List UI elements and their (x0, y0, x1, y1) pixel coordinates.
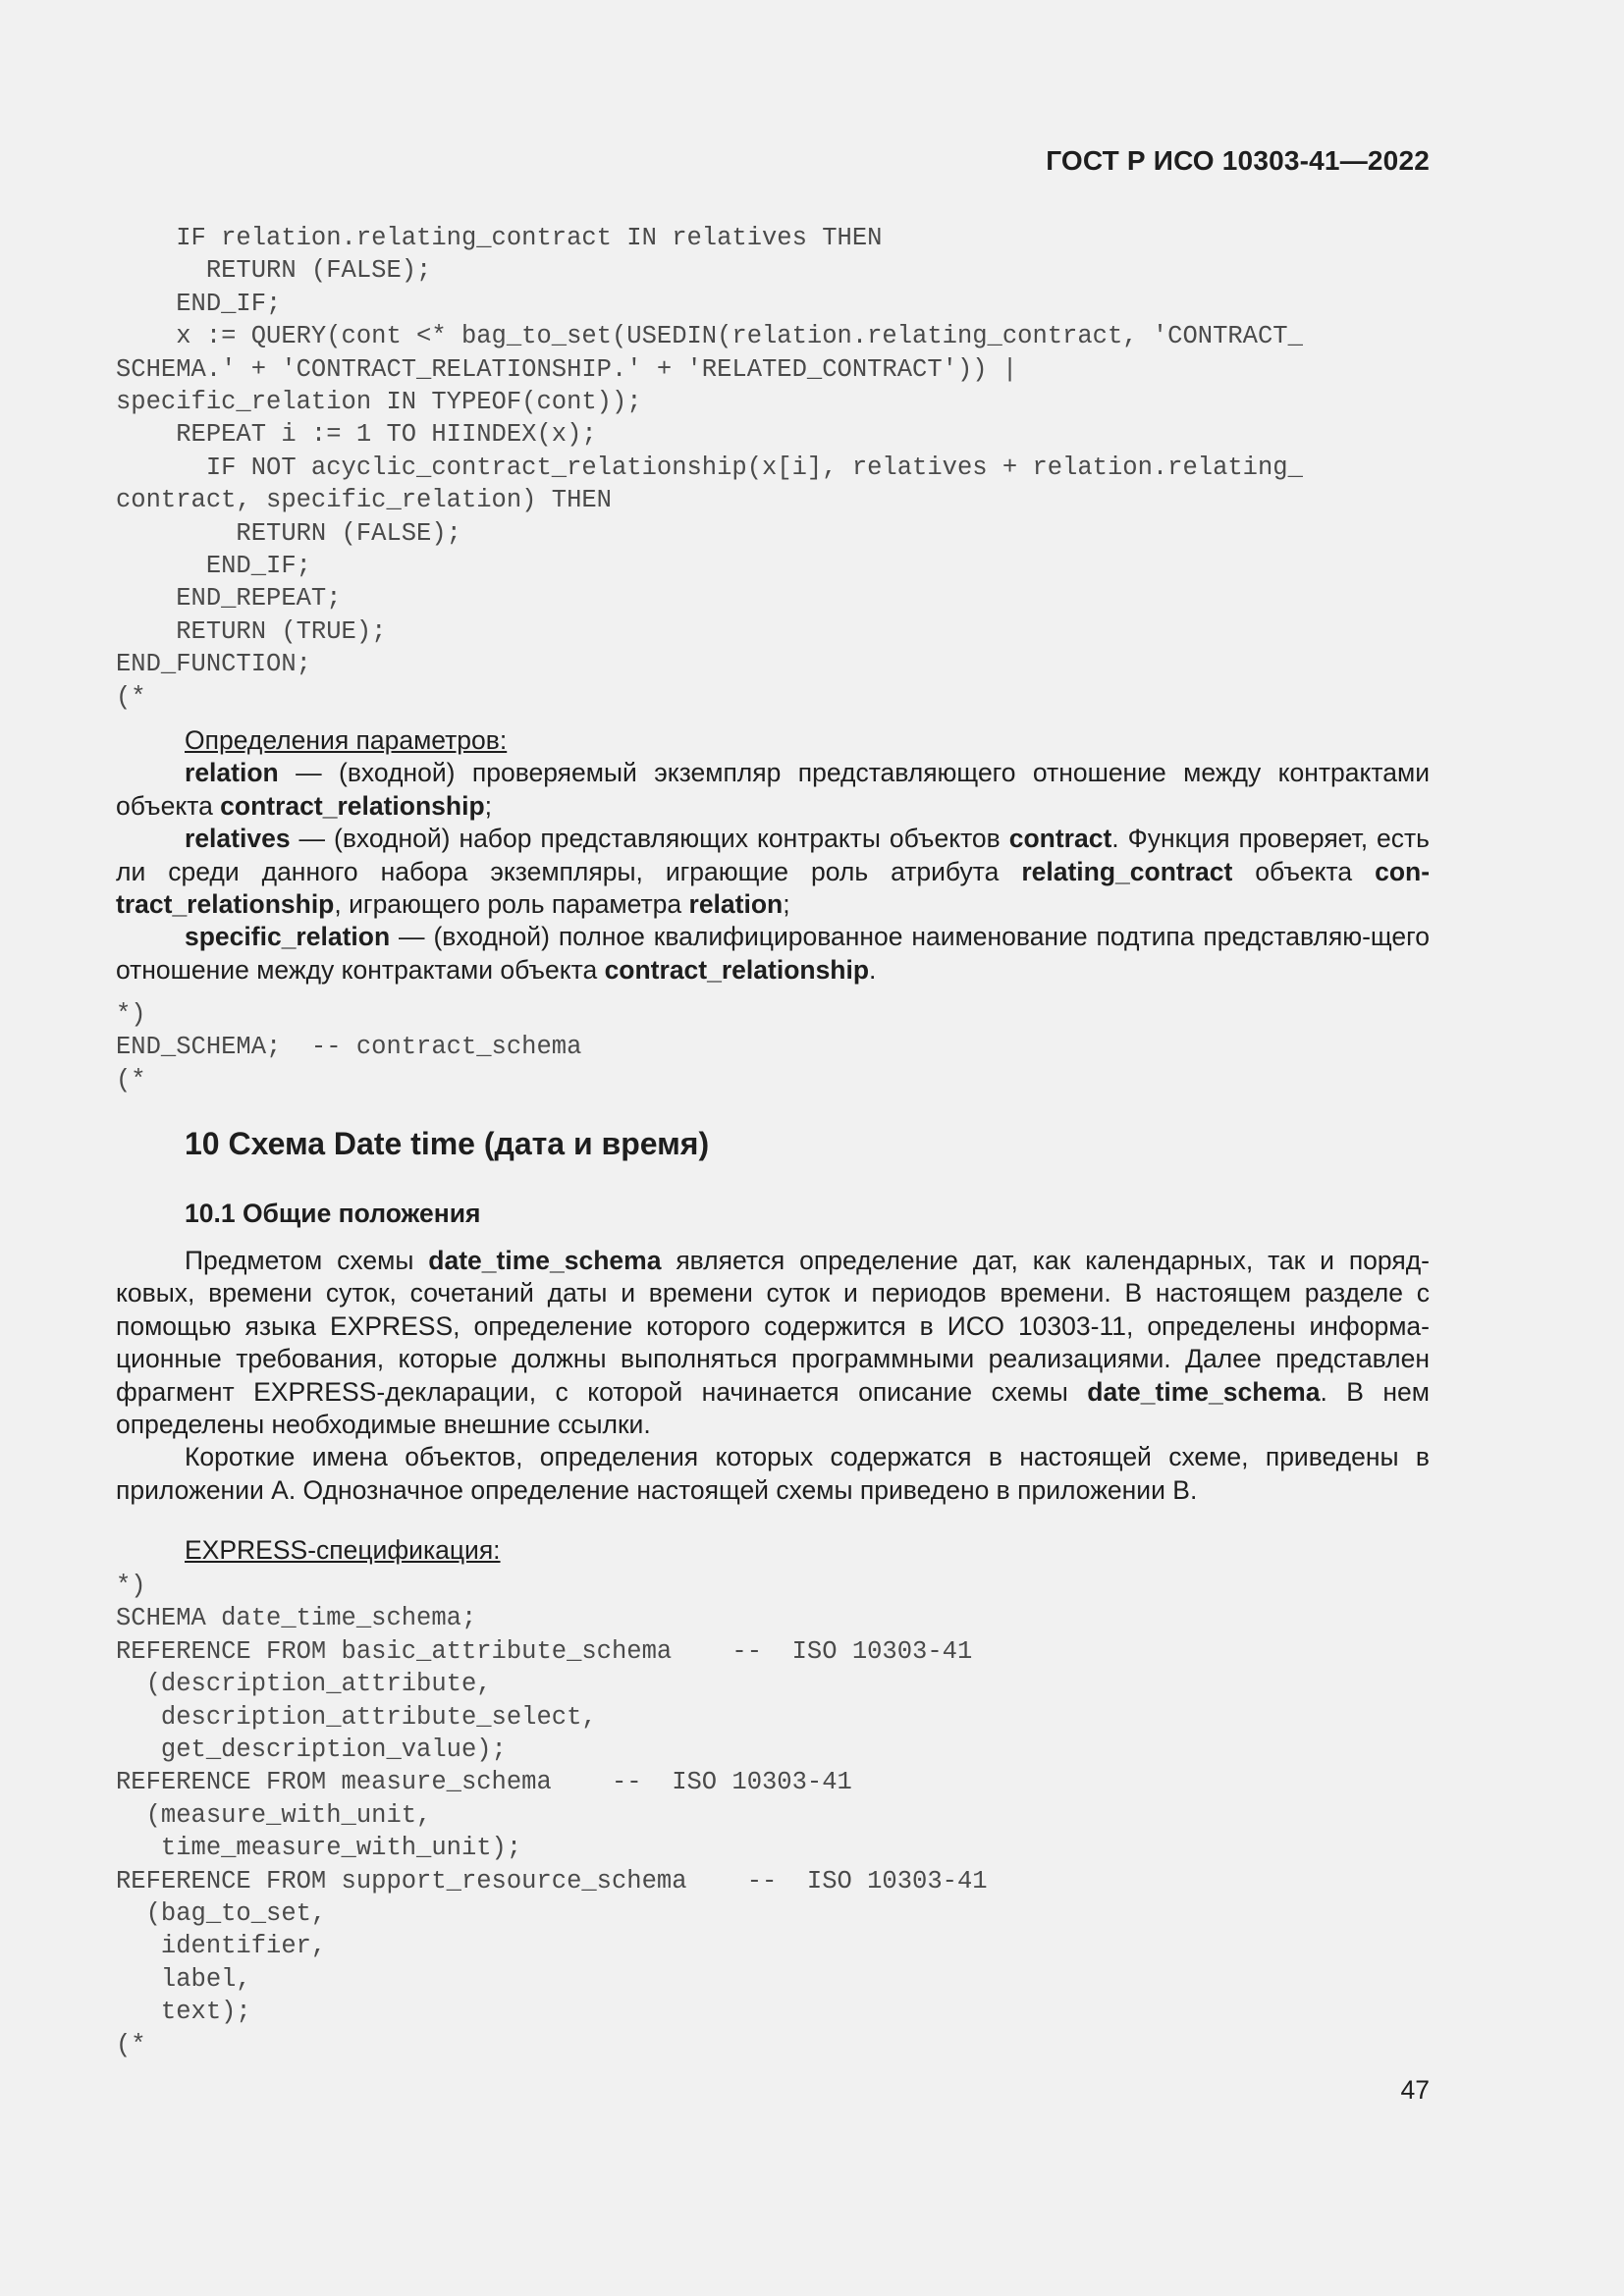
code-block-function-end: IF relation.relating_contract IN relatives THEN RETURN (FALSE); END_IF; x := QUERY(cont <* bag_to_set(USEDIN(relation.relating_contract, 'CONTRACT_ SCHEMA.' + 'CONTRACT_RELATIONSHIP.' + 'RELATED_CONTRACT')) | specific_relation IN TYPEOF(cont)); REPEAT i := 1 TO HIINDEX(x); IF NOT acyclic_contract_relationship(x[i], relatives + relation.relating_ contract, specific_relation) THEN RETURN (FALSE); END_IF; END_REPEAT; RETURN (TRUE); END_FUNCTION; (* (116, 224, 1303, 712)
express-spec-title: EXPRESS-спецификация: (185, 1535, 501, 1565)
parameter-definitions-title: Определения параметров: (185, 725, 508, 755)
general-paragraph-2: Короткие имена объектов, определения которых содержатся в настоящей схеме, приведены в приложении A. Однозначное определение настоящей схемы приведено в приложении B. (116, 1442, 1430, 1505)
page-number: 47 (1400, 2075, 1430, 2105)
code-block-end-schema: *) END_SCHEMA; -- contract_schema (* (116, 1000, 582, 1095)
general-paragraph-1: Предметом схемы date_time_schema является определение дат, как календарных, так и поряд-ковых, времени суток, сочетаний даты и времени суток и периодов времени. В настоящем разделе с помощью языка EXPRESS, определение которого содержится в ИСО 10303-11, определены информа-ционные требования, которые должны выполняться программными реализациями. Далее представлен фрагмент EXPRESS-декларации, с которой начинается описание схемы date_time_schema. В нем определены необходимые внешние ссылки. (116, 1246, 1430, 1440)
code-block-schema-declaration: *) SCHEMA date_time_schema; REFERENCE FROM basic_attribute_schema -- ISO 10303-41 (description_attribute, description_attribute_select, get_description_value); REFERENCE FROM measure_schema -- ISO 10303-41 (measure_with_unit, time_measure_with_unit); REFERENCE FROM support_resource_schema -- ISO 10303-41 (bag_to_set, identifier, label, text); (* (116, 1572, 988, 2059)
param-relatives: relatives — (входной) набор представляющих контракты объектов contract. Функция проверяет, есть ли среди данного набора экземпляры, играющие роль атрибута relating_contract объекта con-tract_relationship, играющего роль параметра relation; (116, 824, 1431, 920)
document-header: ГОСТ Р ИСО 10303-41—2022 (1046, 145, 1430, 176)
subsection-heading: 10.1 Общие положения (185, 1199, 481, 1228)
param-specific-relation: specific_relation — (входной) полное квалифицированное наименование подтипа представляю-щего отношение между контрактами объекта contract_relationship. (116, 922, 1430, 985)
express-spec-label-block (116, 1534, 1430, 1567)
general-provisions-text (116, 1245, 1430, 1507)
param-relation: relation — (входной) проверяемый экземпляр представляющего отношение между контрактами объекта contract_relationship; (116, 758, 1430, 821)
parameter-definitions (116, 724, 1430, 987)
section-heading: 10 Схема Date time (дата и время) (185, 1126, 710, 1161)
